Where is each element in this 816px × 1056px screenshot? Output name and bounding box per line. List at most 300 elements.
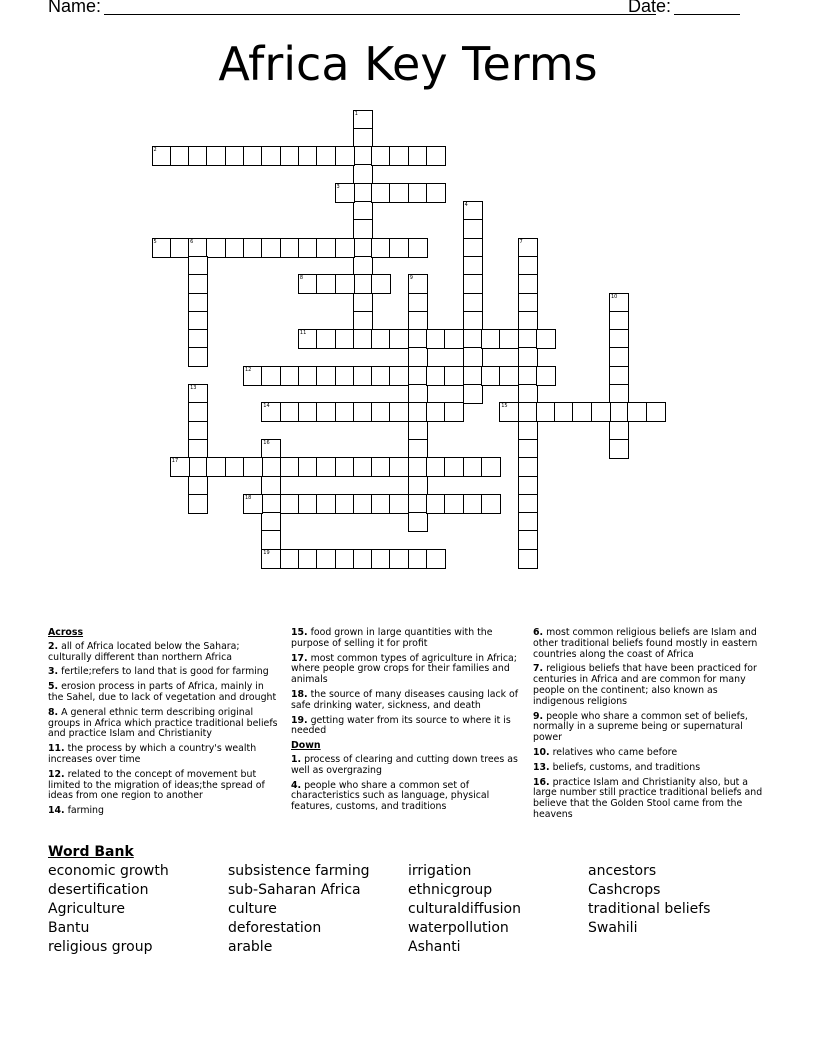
grid-cell[interactable] (463, 201, 483, 221)
across-clue (48, 770, 280, 802)
clue-number-label: 5. (48, 681, 59, 693)
grid-cell[interactable] (353, 329, 373, 349)
grid-cell[interactable] (499, 402, 519, 422)
grid-cell[interactable] (518, 238, 538, 258)
grid-cell[interactable] (408, 146, 428, 166)
grid-cell[interactable] (353, 402, 373, 422)
grid-cell[interactable] (408, 421, 428, 441)
grid-cell[interactable] (261, 238, 281, 258)
grid-cell[interactable] (371, 494, 391, 514)
clues-column-1 (48, 628, 280, 821)
grid-cell[interactable] (298, 457, 318, 477)
grid-cell[interactable] (444, 457, 464, 477)
across-clue (291, 716, 523, 738)
grid-cell[interactable] (188, 329, 208, 349)
grid-cell[interactable] (353, 164, 373, 184)
word-bank-item: ethnicgroup (408, 882, 493, 898)
clue-text: people who share a common set of beliefs, normally in a supreme being or supernatural power (533, 710, 748, 744)
date-label: Date: (628, 0, 672, 16)
grid-cell[interactable] (261, 402, 281, 422)
grid-cell[interactable] (353, 256, 373, 276)
grid-cell[interactable] (463, 311, 483, 331)
grid-cell[interactable] (261, 549, 281, 569)
grid-cell[interactable] (353, 293, 373, 313)
grid-cell[interactable] (280, 366, 300, 386)
word-bank-item: ancestors (588, 863, 657, 879)
grid-cell[interactable] (518, 274, 538, 294)
grid-cell[interactable] (627, 402, 647, 422)
clue-number-label: 15. (291, 627, 308, 638)
grid-cell[interactable] (316, 238, 336, 258)
grid-cell[interactable] (371, 366, 391, 386)
grid-cell[interactable] (536, 366, 556, 386)
grid-cell[interactable] (408, 347, 428, 367)
clue-number-label: 6. (533, 627, 544, 638)
across-clue (48, 682, 280, 704)
grid-cell[interactable] (170, 457, 190, 477)
grid-cell[interactable] (408, 366, 428, 386)
clue-text: process of clearing and cutting down trees as well as overgrazing (291, 753, 518, 776)
grid-cell[interactable] (499, 366, 519, 386)
word-bank-item: subsistence farming (228, 863, 370, 879)
clue-text: farming (64, 805, 104, 817)
grid-cell[interactable] (188, 293, 208, 313)
grid-cell[interactable] (518, 439, 538, 459)
grid-cell[interactable] (316, 457, 336, 477)
clue-text: people who share a common set of characteristics such as language, physical features, customs, and traditions (291, 779, 490, 813)
grid-cell[interactable] (353, 201, 373, 221)
grid-cell[interactable] (518, 256, 538, 276)
grid-cell[interactable] (206, 457, 226, 477)
clue-text: the source of many diseases causing lack of safe drinking water, sickness, and death (291, 688, 519, 711)
grid-cell[interactable] (335, 329, 355, 349)
clue-number-label: 3. (48, 666, 59, 678)
grid-cell[interactable] (335, 457, 355, 477)
grid-cell[interactable] (280, 549, 300, 569)
clue-number-label: 8. (48, 706, 59, 718)
clue-number-label: 1. (291, 753, 302, 765)
grid-cell[interactable] (188, 274, 208, 294)
clue-number: 13 (190, 385, 197, 391)
grid-cell[interactable] (536, 329, 556, 349)
grid-cell[interactable] (518, 512, 538, 532)
grid-cell[interactable] (408, 402, 428, 422)
grid-cell[interactable] (243, 366, 263, 386)
grid-cell[interactable] (389, 183, 409, 203)
word-bank-item: traditional beliefs (588, 901, 711, 917)
grid-cell[interactable] (261, 476, 281, 496)
grid-cell[interactable] (353, 110, 373, 130)
grid-cell[interactable] (554, 402, 574, 422)
clue-number: 6 (190, 238, 194, 245)
clue-text: religious beliefs that have been practiced for centuries in Africa and are common for many people on the continent; also known as indigenous religions (533, 663, 757, 707)
grid-cell[interactable] (444, 494, 464, 514)
grid-cell[interactable] (298, 329, 318, 349)
grid-cell[interactable] (463, 256, 483, 276)
grid-cell[interactable] (335, 494, 355, 514)
word-bank-item: culturaldiffusion (408, 901, 521, 917)
grid-cell[interactable] (518, 347, 538, 367)
across-clue (48, 744, 280, 766)
page-title: Africa Key Terms (218, 37, 598, 91)
grid-cell[interactable] (389, 238, 409, 258)
grid-cell[interactable] (298, 549, 318, 569)
grid-cell[interactable] (408, 476, 428, 496)
grid-cell[interactable] (609, 439, 629, 459)
grid-cell[interactable] (243, 494, 263, 514)
clue-text: practice Islam and Christianity also, but a large number still practice traditional beliefs and believe that the Golden Stool came from the heavens (533, 776, 763, 820)
clue-text: related to the concept of movement but limited to the migration of ideas;the spread of ideas from one region to another (48, 768, 265, 802)
grid-cell[interactable] (518, 494, 538, 514)
grid-cell[interactable] (316, 274, 336, 294)
across-clue (48, 642, 280, 664)
grid-cell[interactable] (426, 402, 446, 422)
grid-cell[interactable] (188, 494, 208, 514)
across-clue (291, 628, 523, 650)
grid-cell[interactable] (536, 402, 556, 422)
grid-cell[interactable] (371, 549, 391, 569)
clue-text: all of Africa located below the Sahara; culturally different than northern Africa (48, 640, 240, 663)
grid-cell[interactable] (335, 549, 355, 569)
grid-cell[interactable] (408, 183, 428, 203)
grid-cell[interactable] (353, 274, 373, 294)
clue-number: 4 (464, 202, 468, 208)
clue-section-heading: Down (291, 740, 321, 752)
grid-cell[interactable] (463, 238, 483, 258)
grid-cell[interactable] (426, 366, 446, 386)
grid-cell[interactable] (518, 366, 538, 386)
grid-cell[interactable] (371, 402, 391, 422)
down-clue (533, 712, 765, 744)
grid-cell[interactable] (408, 457, 428, 477)
word-bank-column (588, 862, 768, 938)
clue-number: 2 (153, 147, 157, 154)
clue-text: relatives who came before (549, 746, 678, 758)
across-clue (291, 654, 523, 686)
clue-number-label: 9. (533, 710, 544, 722)
grid-cell[interactable] (152, 238, 172, 258)
down-clue (533, 628, 765, 660)
grid-cell[interactable] (444, 329, 464, 349)
grid-cell[interactable] (353, 183, 373, 203)
grid-cell[interactable] (225, 238, 245, 258)
grid-cell[interactable] (353, 366, 373, 386)
clue-number: 10 (611, 293, 618, 300)
clue-number: 11 (299, 330, 307, 337)
grid-cell[interactable] (408, 311, 428, 331)
across-clue (48, 806, 280, 817)
clue-number: 17 (171, 458, 179, 465)
down-clue (533, 763, 765, 774)
grid-cell[interactable] (609, 329, 629, 349)
clue-number: 8 (299, 275, 304, 282)
grid-cell[interactable] (609, 347, 629, 367)
clue-number-label: 11. (48, 743, 65, 755)
grid-cell[interactable] (316, 549, 336, 569)
word-bank-item: economic growth (48, 863, 169, 879)
grid-cell[interactable] (371, 329, 391, 349)
down-clue (533, 664, 765, 707)
grid-cell[interactable] (426, 183, 446, 203)
word-bank-column (48, 862, 228, 957)
word-bank-item: Swahili (588, 920, 638, 936)
grid-cell[interactable] (609, 293, 629, 313)
word-bank-item: deforestation (228, 920, 322, 936)
clue-text: the process by which a country's wealth increases over time (48, 743, 257, 765)
grid-cell[interactable] (518, 457, 538, 477)
grid-cell[interactable] (188, 457, 208, 477)
down-clue (291, 755, 523, 777)
grid-cell[interactable] (463, 494, 483, 514)
word-bank-column (408, 862, 588, 957)
grid-cell[interactable] (316, 402, 336, 422)
clue-text: fertile;refers to land that is good for farming (58, 666, 269, 678)
grid-cell[interactable] (371, 238, 391, 258)
down-clue (291, 781, 523, 813)
clue-number-label: 12. (48, 768, 65, 780)
grid-cell[interactable] (353, 494, 373, 514)
grid-cell[interactable] (426, 146, 446, 166)
grid-cell[interactable] (371, 146, 391, 166)
grid-cell[interactable] (408, 238, 428, 258)
grid-cell[interactable] (188, 476, 208, 496)
grid-cell[interactable] (206, 146, 226, 166)
word-bank-item: waterpollution (408, 920, 509, 936)
grid-cell[interactable] (188, 384, 208, 404)
word-bank-item: religious group (48, 939, 153, 955)
clue-number: 14 (263, 403, 270, 410)
clue-number-label: 2. (48, 640, 59, 652)
grid-cell[interactable] (243, 238, 263, 258)
grid-cell[interactable] (518, 402, 538, 422)
across-clue (48, 667, 280, 678)
grid-cell[interactable] (353, 549, 373, 569)
grid-cell[interactable] (444, 402, 464, 422)
grid-cell[interactable] (408, 549, 428, 569)
grid-cell[interactable] (298, 274, 318, 294)
grid-cell[interactable] (298, 146, 318, 166)
down-clue (533, 748, 765, 759)
grid-cell[interactable] (408, 512, 428, 532)
grid-cell[interactable] (426, 549, 446, 569)
clues-column-3 (533, 628, 765, 825)
grid-cell[interactable] (353, 311, 373, 331)
clue-number: 12 (245, 366, 252, 373)
grid-cell[interactable] (426, 329, 446, 349)
grid-cell[interactable] (609, 421, 629, 441)
grid-cell[interactable] (389, 329, 409, 349)
grid-cell[interactable] (188, 256, 208, 276)
grid-cell[interactable] (188, 421, 208, 441)
grid-cell[interactable] (518, 293, 538, 313)
grid-cell[interactable] (518, 311, 538, 331)
grid-cell[interactable] (261, 512, 281, 532)
word-bank-title: Word Bank (48, 844, 134, 860)
grid-cell[interactable] (499, 329, 519, 349)
grid-cell[interactable] (389, 494, 409, 514)
grid-cell[interactable] (353, 219, 373, 239)
word-bank-item: desertification (48, 882, 149, 898)
word-bank-item: culture (228, 901, 277, 917)
name-label: Name: (48, 0, 102, 16)
grid-cell[interactable] (206, 238, 226, 258)
grid-cell[interactable] (243, 457, 263, 477)
clue-text: most common religious beliefs are Islam and other traditional beliefs found mostly in eastern countries along the coast of Africa (533, 627, 758, 660)
grid-cell[interactable] (518, 421, 538, 441)
down-clue (533, 778, 765, 821)
clue-number-label: 19. (291, 714, 308, 726)
grid-cell[interactable] (408, 439, 428, 459)
across-clue (291, 690, 523, 712)
grid-cell[interactable] (353, 128, 373, 148)
word-bank-item: Agriculture (48, 901, 125, 917)
grid-cell[interactable] (261, 457, 281, 477)
grid-cell[interactable] (463, 219, 483, 239)
word-bank-item: arable (228, 939, 273, 955)
grid-cell[interactable] (316, 146, 336, 166)
grid-cell[interactable] (298, 494, 318, 514)
clue-number-label: 13. (533, 761, 550, 773)
clue-number-label: 7. (533, 663, 544, 675)
grid-cell[interactable] (316, 366, 336, 386)
grid-cell[interactable] (518, 384, 538, 404)
grid-cell[interactable] (353, 146, 373, 166)
grid-cell[interactable] (280, 457, 300, 477)
grid-cell[interactable] (335, 238, 355, 258)
grid-cell[interactable] (389, 146, 409, 166)
grid-cell[interactable] (316, 494, 336, 514)
clue-number: 7 (519, 238, 523, 245)
grid-cell[interactable] (609, 384, 629, 404)
grid-cell[interactable] (188, 347, 208, 367)
word-bank-item: sub-Saharan Africa (228, 882, 361, 898)
clue-number: 5 (153, 238, 157, 245)
grid-cell[interactable] (389, 549, 409, 569)
grid-cell[interactable] (609, 311, 629, 331)
grid-cell[interactable] (518, 549, 538, 569)
grid-cell[interactable] (408, 293, 428, 313)
grid-cell[interactable] (646, 402, 666, 422)
clue-text: most common types of agriculture in Africa; where people grow crops for their families and animals (291, 652, 517, 686)
clue-number-label: 18. (291, 688, 308, 700)
grid-cell[interactable] (481, 457, 501, 477)
clue-number: 1 (354, 110, 358, 117)
grid-cell[interactable] (463, 274, 483, 294)
grid-cell[interactable] (335, 274, 355, 294)
grid-cell[interactable] (261, 146, 281, 166)
clue-text: A general ethnic term describing original groups in Africa which practice traditional beliefs and practice Islam and Christianity (48, 706, 278, 740)
grid-cell[interactable] (408, 384, 428, 404)
grid-cell[interactable] (572, 402, 592, 422)
clue-text: erosion process in parts of Africa, mainly in the Sahel, due to lack of vegetation and drought (48, 681, 277, 703)
grid-cell[interactable] (408, 274, 428, 294)
clue-number-label: 16. (533, 776, 550, 788)
grid-cell[interactable] (170, 238, 190, 258)
across-clue (48, 708, 280, 740)
grid-cell[interactable] (463, 366, 483, 386)
grid-cell[interactable] (170, 146, 190, 166)
clue-number: 18 (245, 494, 252, 501)
grid-cell[interactable] (463, 293, 483, 313)
grid-cell[interactable] (371, 457, 391, 477)
clue-text: food grown in large quantities with the purpose of selling it for profit (291, 627, 493, 649)
grid-cell[interactable] (335, 402, 355, 422)
grid-cell[interactable] (280, 238, 300, 258)
grid-cell[interactable] (225, 146, 245, 166)
grid-cell[interactable] (389, 457, 409, 477)
grid-cell[interactable] (188, 311, 208, 331)
word-bank-column (228, 862, 408, 957)
grid-cell[interactable] (518, 476, 538, 496)
word-bank-item: Cashcrops (588, 882, 661, 898)
grid-cell[interactable] (481, 494, 501, 514)
grid-cell[interactable] (609, 366, 629, 386)
grid-cell[interactable] (481, 329, 501, 349)
grid-cell[interactable] (609, 402, 629, 422)
grid-cell[interactable] (188, 439, 208, 459)
grid-cell[interactable] (298, 366, 318, 386)
grid-cell[interactable] (316, 329, 336, 349)
clue-text: getting water from its source to where it is needed (291, 714, 511, 737)
grid-cell[interactable] (463, 347, 483, 367)
grid-cell[interactable] (335, 146, 355, 166)
grid-cell[interactable] (261, 494, 281, 514)
grid-cell[interactable] (335, 183, 355, 203)
grid-cell[interactable] (188, 402, 208, 422)
grid-cell[interactable] (463, 457, 483, 477)
grid-cell[interactable] (280, 402, 300, 422)
grid-cell[interactable] (426, 494, 446, 514)
grid-cell[interactable] (353, 238, 373, 258)
grid-cell[interactable] (371, 183, 391, 203)
grid-cell[interactable] (188, 146, 208, 166)
grid-cell[interactable] (389, 366, 409, 386)
grid-cell[interactable] (298, 238, 318, 258)
clue-number: 16 (263, 439, 270, 446)
grid-cell[interactable] (463, 384, 483, 404)
grid-cell[interactable] (389, 402, 409, 422)
grid-cell[interactable] (261, 439, 281, 459)
grid-cell[interactable] (371, 274, 391, 294)
clue-number: 15 (501, 403, 508, 410)
grid-cell[interactable] (408, 329, 428, 349)
grid-cell[interactable] (225, 457, 245, 477)
grid-cell[interactable] (298, 402, 318, 422)
clue-number: 19 (263, 549, 270, 556)
clue-section-heading: Across (48, 627, 84, 638)
grid-cell[interactable] (353, 457, 373, 477)
clue-text: beliefs, customs, and traditions (549, 761, 701, 773)
grid-cell[interactable] (591, 402, 611, 422)
grid-cell[interactable] (444, 366, 464, 386)
grid-cell[interactable] (518, 530, 538, 550)
grid-cell[interactable] (261, 366, 281, 386)
grid-cell[interactable] (152, 146, 172, 166)
grid-cell[interactable] (280, 494, 300, 514)
word-bank-item: Bantu (48, 920, 90, 936)
grid-cell[interactable] (188, 238, 208, 258)
grid-cell[interactable] (335, 366, 355, 386)
grid-cell[interactable] (426, 457, 446, 477)
grid-cell[interactable] (280, 146, 300, 166)
grid-cell[interactable] (518, 329, 538, 349)
grid-cell[interactable] (463, 329, 483, 349)
grid-cell[interactable] (408, 494, 428, 514)
grid-cell[interactable] (481, 366, 501, 386)
clue-number-label: 17. (291, 652, 308, 664)
grid-cell[interactable] (261, 530, 281, 550)
grid-cell[interactable] (243, 146, 263, 166)
